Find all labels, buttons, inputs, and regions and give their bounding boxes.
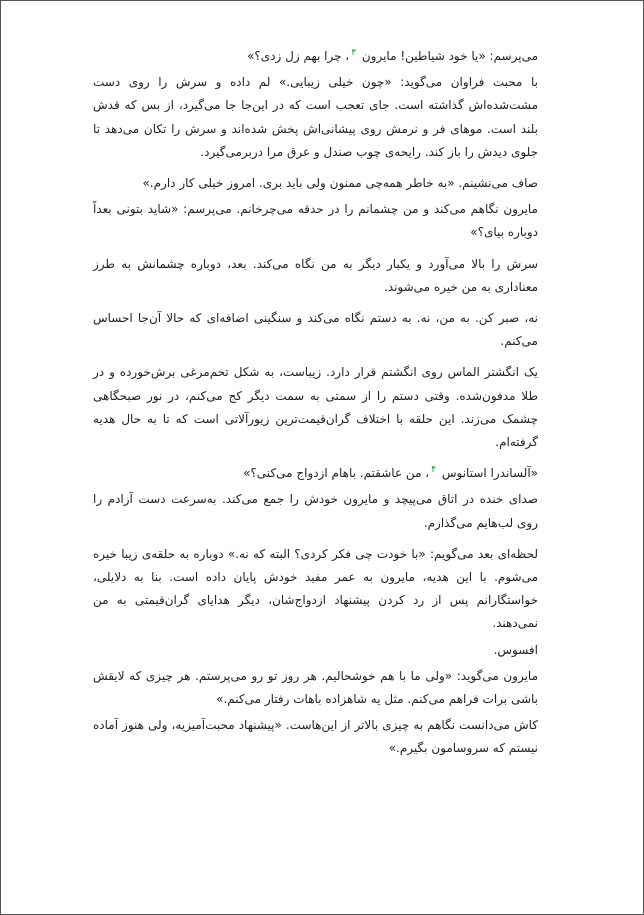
document-body	[93, 45, 538, 764]
paragraph-8	[93, 462, 538, 485]
paragraph-11: افسوس.	[493, 642, 538, 657]
footnote-3-link[interactable]: ٣	[351, 48, 357, 58]
paragraph-5: سرش را بالا می‌آورد و یکبار دیگر به من نگاه می‌کند. بعد، دوباره چشمانش به طرز معناداری به من خیره می‌شوند.	[93, 256, 538, 294]
paragraph-13: کاش می‌دانست نگاهم به چیزی بالاتر از این‌هاست. «پیشنهاد محبت‌آمیزیه، ولی هنوز آماده نیستم که سروسامون بگیرم.»	[93, 718, 538, 756]
paragraph-10: لحظه‌ای بعد می‌گویم: «با خودت چی فکر کردی؟ البته که نه.» دوباره به حلقه‌ی زیبا خیره می‌شوم. با این هدیه، مایرون به عمر مفید خودش پایان داده است. بنا به دلایلی، خواستگارانم پس از رد کردن پیشنهاد ازدواج‌شان، دیگر هدایای گران‌قیمتی به من نمی‌دهند.	[93, 546, 538, 631]
paragraph-4: مایرون نگاهم می‌کند و من چشمانم را در حدقه می‌چرخانم. می‌پرسم: «شاید بتونی بعداً دوباره بیای؟»	[93, 202, 538, 240]
paragraph-8-after: ، من عاشقتم. باهام ازدواج می‌کنی؟»	[243, 466, 430, 481]
paragraph-8-before: «آلساندرا استانوس	[441, 466, 538, 481]
footnote-4-link[interactable]: ۴	[431, 465, 437, 476]
paragraph-3: صاف می‌نشینم. «به خاطر همه‌چی ممنون ولی باید بری. امروز خیلی کار دارم.»	[142, 176, 538, 191]
paragraph-9: صدای خنده در اتاق می‌پیچد و مایرون خودش را جمع می‌کند. به‌سرعت دست آزادم را روی لب‌هایم می‌گذارم.	[93, 492, 538, 530]
paragraph-1-before: می‌پرسم: «یا خود شیاطین! مایرون	[361, 49, 538, 63]
paragraph-7: یک انگشتر الماس روی انگشتم قرار دارد. زیباست، به شکل تخم‌مرغی برش‌خورده و در طلا مدفون‌شده. وقتی دستم را از سمتی به سمت دیگر کج می‌کنم، در نور صبحگاهی چشمک می‌زند. این حلقه با اختلاف گران‌قیمت‌ترین زیورآلاتی است که تا به حال هدیه گرفته‌ام.	[93, 365, 538, 450]
paragraph-12: مایرون می‌گوید: «ولی ما با هم خوشحالیم. هر روز تو رو می‌پرستم. هر چیزی که لایقش باشی برات فراهم می‌کنم. مثل یه شاهزاده باهات رفتار می‌کنم.»	[93, 668, 538, 707]
paragraph-1	[93, 45, 538, 68]
paragraph-6: نه، صبر کن. به من، نه. به دستم نگاه می‌کند و سنگینی اضافه‌ای که حالا آن‌جا احساس می‌کنم.	[93, 311, 538, 349]
paragraph-2: با محبت فراوان می‌گوید: «چون خیلی زیبایی.» لم داده و سرش را روی دست مشت‌شده‌اش گذاشته است. جای تعجب است که در این‌جا جا می‌گیرد، از بس که قدش بلند است. موهای فر و نرمش روی پیشانی‌اش پخش شده‌اند و سرش را تکان می‌دهد تا جلوی دیدش را باز کند. رایحه‌ی چوب صندل و عرق مرا دربرمی‌گیرد.	[93, 75, 538, 159]
paragraph-1-after: ، چرا بهم زل زدی؟»	[247, 49, 350, 63]
